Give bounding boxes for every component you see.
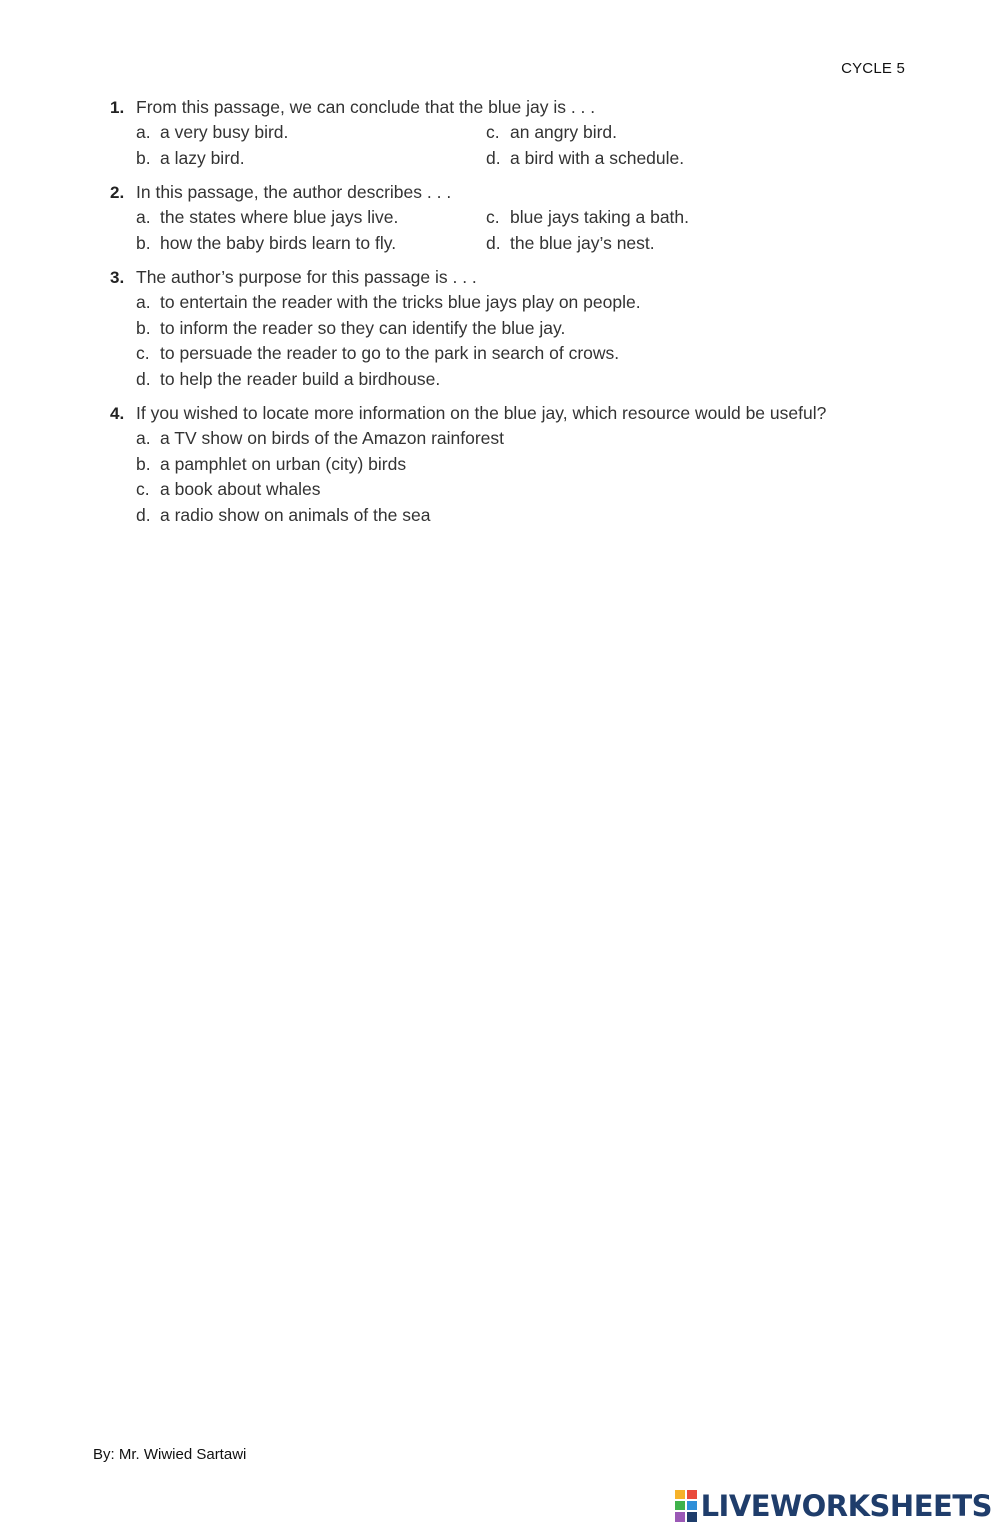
options-list (136, 290, 910, 392)
option-letter: b. (136, 453, 151, 474)
option-a[interactable] (136, 120, 486, 146)
option-b[interactable] (136, 452, 910, 478)
question-2 (110, 180, 910, 256)
options-list (136, 205, 910, 256)
option-letter: c. (486, 207, 500, 227)
liveworksheets-logo-icon (675, 1490, 697, 1522)
author-credit: By: Mr. Wiwied Sartawi (93, 1446, 247, 1463)
option-text: blue jays taking a bath. (510, 207, 690, 227)
option-c[interactable] (486, 205, 886, 231)
option-text: a radio show on animals of the sea (160, 504, 431, 525)
option-text: a pamphlet on urban (city) birds (160, 453, 407, 474)
option-text: to persuade the reader to go to the park in search of crows. (160, 343, 620, 363)
question-text: From this passage, we can conclude that the blue jay is . . . (136, 97, 596, 117)
option-letter: a. (136, 207, 151, 227)
question-number: 1. (110, 98, 125, 117)
option-c[interactable] (136, 477, 910, 503)
option-letter: c. (136, 343, 150, 363)
option-text: to help the reader build a birdhouse. (160, 368, 441, 389)
option-text: a bird with a schedule. (510, 147, 685, 168)
question-text: If you wished to locate more information on the blue jay, which resource would be useful? (136, 403, 827, 423)
question-4 (110, 401, 910, 528)
option-text: the states where blue jays live. (160, 207, 399, 227)
option-a[interactable] (136, 290, 910, 316)
question-list (110, 95, 910, 537)
option-letter: b. (136, 232, 151, 253)
question-3 (110, 265, 910, 392)
option-d[interactable] (136, 503, 910, 529)
option-text: a lazy bird. (160, 147, 245, 168)
question-1 (110, 95, 910, 171)
option-text: a book about whales (160, 479, 321, 499)
option-d[interactable] (486, 231, 886, 257)
option-letter: d. (486, 147, 501, 168)
option-letter: d. (136, 368, 151, 389)
option-text: a very busy bird. (160, 122, 289, 142)
option-letter: a. (136, 292, 151, 312)
option-letter: d. (136, 504, 151, 525)
option-c[interactable] (486, 120, 886, 146)
option-d[interactable] (136, 367, 910, 393)
option-a[interactable] (136, 205, 486, 231)
option-text: to inform the reader so they can identify the blue jay. (160, 317, 566, 338)
question-text: The author’s purpose for this passage is . . . (136, 267, 477, 287)
option-text: an angry bird. (510, 122, 618, 142)
option-letter: b. (136, 317, 151, 338)
option-letter: b. (136, 147, 151, 168)
header-label: CYCLE 5 (841, 60, 905, 77)
option-letter: a. (136, 428, 151, 448)
option-letter: c. (136, 479, 150, 499)
option-c[interactable] (136, 341, 910, 367)
options-list (136, 426, 910, 528)
option-letter: c. (486, 122, 500, 142)
question-number: 3. (110, 268, 125, 287)
liveworksheets-brand[interactable] (675, 1486, 992, 1526)
option-b[interactable] (136, 316, 910, 342)
question-text: In this passage, the author describes . . . (136, 182, 452, 202)
option-a[interactable] (136, 426, 910, 452)
option-letter: a. (136, 122, 151, 142)
option-b[interactable] (136, 146, 486, 172)
option-text: a TV show on birds of the Amazon rainforest (160, 428, 505, 448)
option-text: to entertain the reader with the tricks blue jays play on people. (160, 292, 641, 312)
option-text: the blue jay’s nest. (510, 232, 655, 253)
option-text: how the baby birds learn to fly. (160, 232, 397, 253)
question-number: 4. (110, 404, 125, 423)
option-d[interactable] (486, 146, 886, 172)
options-list (136, 120, 910, 171)
option-b[interactable] (136, 231, 486, 257)
option-letter: d. (486, 232, 501, 253)
question-number: 2. (110, 183, 125, 202)
brand-wordmark: LIVEWORKSHEETS (700, 1489, 992, 1523)
